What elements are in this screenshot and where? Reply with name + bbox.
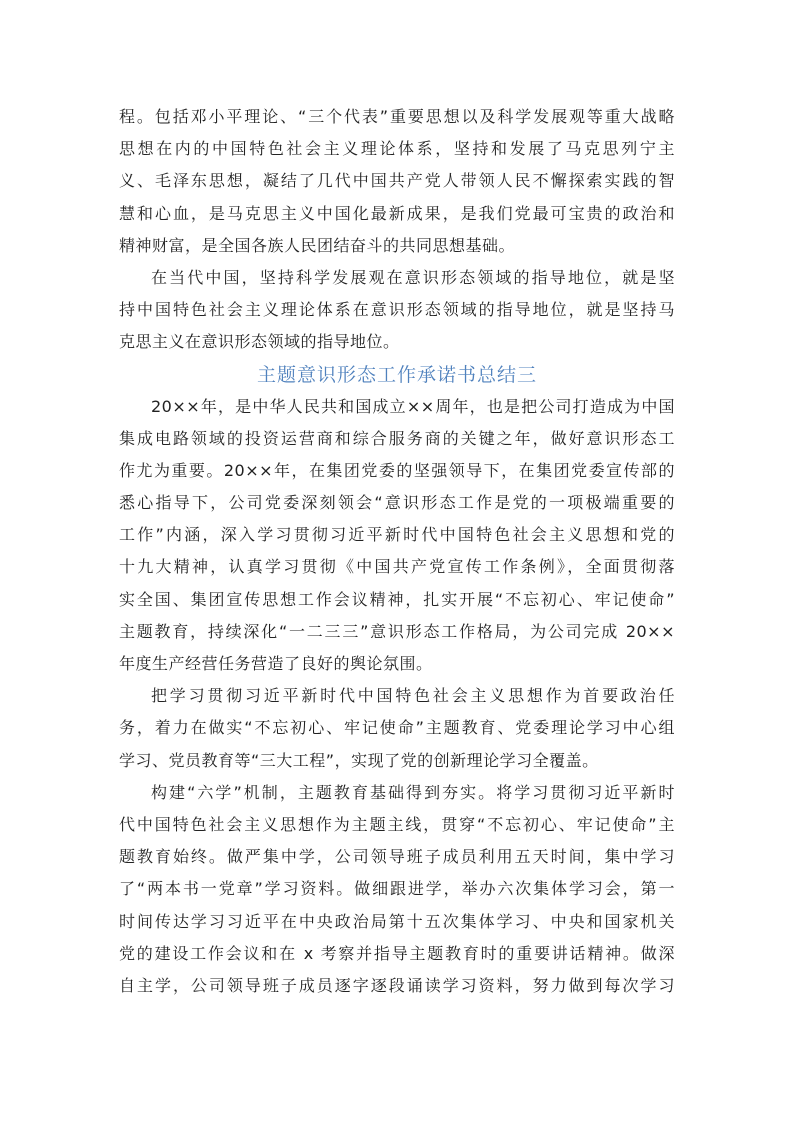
text-line: 程。包括邓小平理论、“三个代表”重要思想以及科学发展观等重大战略 (119, 107, 675, 126)
paragraph-1 (119, 101, 675, 262)
text-line: 党的建设工作会议和在 x 考察并指导主题教育时的重要讲话精神。做深 (119, 943, 675, 963)
text-line: 慧和心血，是马克思主义中国化最新成果，是我们党最可宝贵的政治和 (119, 203, 675, 223)
paragraph-2 (119, 262, 675, 359)
text-line: 自主学，公司领导班子成员逐字逐段诵读学习资料，努力做到每次学习 (119, 975, 675, 995)
text-line: 题教育始终。做严集中学，公司领导班子成员利用五天时间，集中学习 (119, 847, 675, 867)
text-line: 把学习贯彻习近平新时代中国特色社会主义思想作为首要政治任 (151, 686, 675, 706)
text-line: 悉心指导下，公司党委深刻领会“意识形态工作是党的一项极端重要的 (119, 493, 675, 513)
text-line: 精神财富，是全国各族人民团结奋斗的共同思想基础。 (119, 235, 516, 255)
text-line: 十九大精神，认真学习贯彻《中国共产党宣传工作条例》，全面贯彻落 (119, 557, 675, 577)
text-line: 持中国特色社会主义理论体系在意识形态领域的指导地位，就是坚持马 (119, 300, 675, 320)
text-line: 实全国、集团宣传思想工作会议精神，扎实开展“不忘初心、牢记使命” (119, 589, 675, 609)
text-line: 主题教育，持续深化“一二三三”意识形态工作格局，为公司完成 20×× (119, 621, 675, 641)
text-line: 作尤为重要。20××年，在集团党委的坚强领导下，在集团党委宣传部的 (119, 460, 675, 480)
text-line: 年度生产经营任务营造了良好的舆论氛围。 (119, 654, 433, 673)
text-line: 集成电路领域的投资运营商和综合服务商的关键之年，做好意识形态工 (119, 428, 675, 448)
text-line: 工作”内涵，深入学习贯彻习近平新时代中国特色社会主义思想和党的 (119, 525, 675, 545)
paragraph-5 (119, 777, 675, 1002)
text-line: 思想在内的中国特色社会主义理论体系，坚持和发展了马克思列宁主 (119, 139, 675, 159)
text-line: 学习、党员教育等“三大工程”，实现了党的创新理论学习全覆盖。 (119, 750, 599, 770)
text-line: 时间传达学习习近平在中央政治局第十五次集体学习、中央和国家机关 (119, 911, 675, 931)
section-heading: 主题意识形态工作承诺书总结三 (256, 363, 537, 386)
text-line: 了“两本书一党章”学习资料。做细跟进学，举办六次集体学习会，第一 (119, 879, 675, 899)
text-line: 代中国特色社会主义思想作为主题主线，贯穿“不忘初心、牢记使命”主 (119, 814, 675, 834)
document-page (119, 101, 675, 1002)
text-line: 克思主义在意识形态领域的指导地位。 (119, 332, 400, 352)
text-line: 在当代中国，坚持科学发展观在意识形态领域的指导地位，就是坚 (151, 267, 675, 287)
paragraph-3 (119, 391, 675, 681)
paragraph-4 (119, 680, 675, 777)
text-line: 20××年，是中华人民共和国成立××周年，也是把公司打造成为中国 (151, 396, 675, 416)
text-line: 构建“六学”机制，主题教育基础得到夯实。将学习贯彻习近平新时 (151, 782, 675, 802)
text-line: 义、毛泽东思想，凝结了几代中国共产党人带领人民不懈探索实践的智 (119, 171, 675, 191)
text-line: 务，着力在做实“不忘初心、牢记使命”主题教育、党委理论学习中心组 (119, 718, 675, 738)
